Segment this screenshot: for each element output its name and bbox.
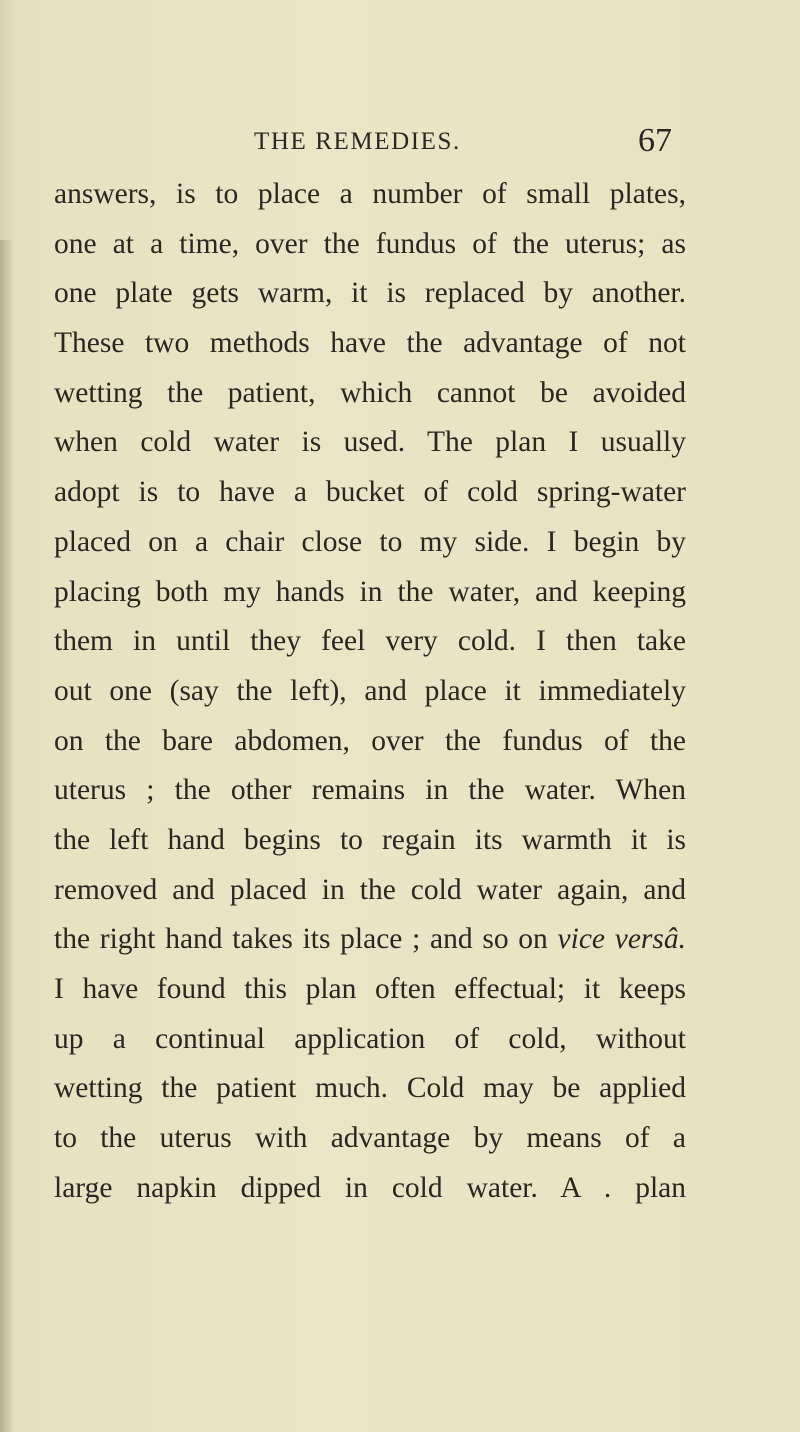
body-line-prefix: the right hand takes its place ; and so on <box>54 923 558 956</box>
body-line: one plate gets warm, it is replaced by another. <box>54 277 686 310</box>
body-line: removed and placed in the cold water again, and <box>54 873 686 906</box>
body-line: to the uterus with advantage by means of a <box>54 1122 686 1155</box>
body-line: uterus ; the other remains in the water. When <box>54 774 686 807</box>
body-line: one at a time, over the fundus of the uterus; as <box>54 227 686 260</box>
body-line: on the bare abdomen, over the fundus of the <box>54 724 686 757</box>
body-line: up a continual application of cold, without <box>54 1022 686 1055</box>
body-line: the left hand begins to regain its warmth it is <box>54 823 686 856</box>
body-line: large napkin dipped in cold water. A . plan <box>54 1171 686 1204</box>
body-text <box>54 170 686 1213</box>
body-line: out one (say the left), and place it immediately <box>54 674 686 707</box>
body-line: placing both my hands in the water, and keeping <box>54 575 686 608</box>
body-line: wetting the patient much. Cold may be applied <box>54 1072 686 1105</box>
running-head-title: THE REMEDIES. <box>254 128 461 155</box>
body-line: when cold water is used. The plan I usually <box>54 426 686 459</box>
body-line: placed on a chair close to my side. I begin by <box>54 525 686 558</box>
page-number: 67 <box>638 122 672 159</box>
body-line: adopt is to have a bucket of cold spring-water <box>54 476 686 509</box>
body-line: I have found this plan often effectual; it keeps <box>54 973 686 1005</box>
body-line: These two methods have the advantage of not <box>54 327 686 360</box>
page-gutter-shadow <box>0 240 14 1432</box>
body-line-with-italic <box>54 915 686 965</box>
body-line: them in until they feel very cold. I then take <box>54 625 686 658</box>
italic-phrase: vice versâ. <box>557 923 686 956</box>
body-line: wetting the patient, which cannot be avoided <box>54 376 686 409</box>
body-line: answers, is to place a number of small plates, <box>54 178 686 210</box>
running-head <box>0 118 800 168</box>
